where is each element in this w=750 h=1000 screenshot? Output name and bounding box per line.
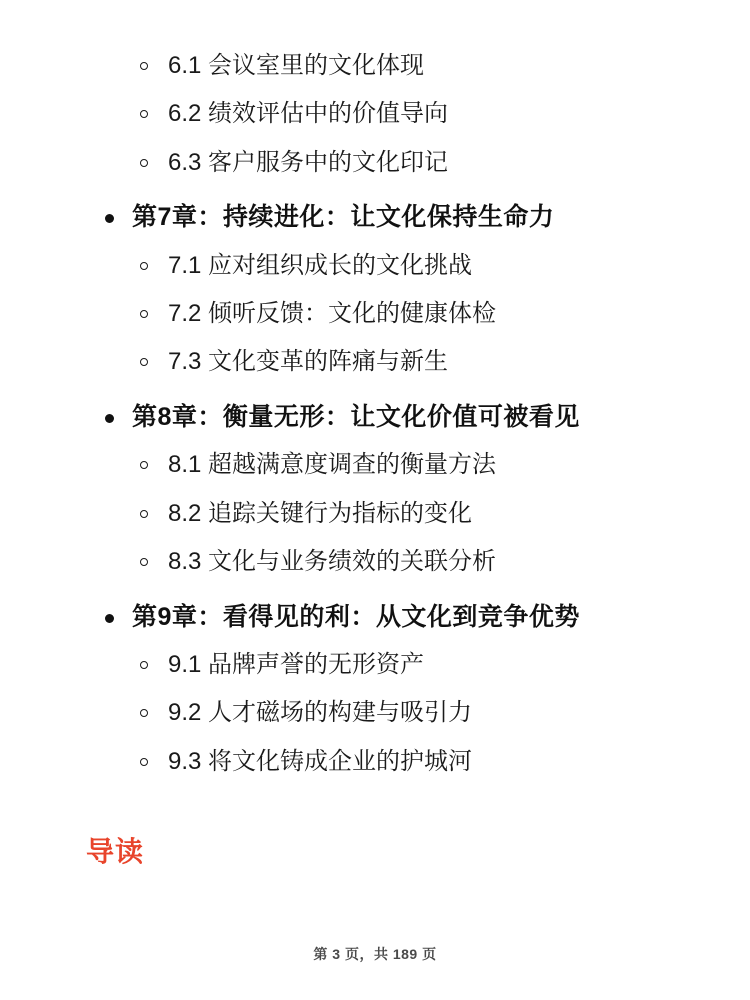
toc-group — [58, 50, 692, 179]
table-of-contents — [58, 50, 692, 778]
toc-chapter-item[interactable]: 第9章：看得见的利：从文化到竞争优势 — [132, 601, 692, 634]
toc-section-item[interactable]: 6.2 绩效评估中的价值导向 — [168, 98, 692, 130]
toc-section-item[interactable]: 6.1 会议室里的文化体现 — [168, 50, 692, 82]
toc-section-item[interactable]: 8.3 文化与业务绩效的关联分析 — [168, 546, 692, 578]
toc-section-item[interactable]: 9.2 人才磁场的构建与吸引力 — [168, 697, 692, 729]
page-footer: 第 3 页，共 189 页 — [313, 946, 437, 962]
toc-section-item[interactable]: 8.1 超越满意度调查的衡量方法 — [168, 449, 692, 481]
toc-chapter-item[interactable]: 第7章：持续进化：让文化保持生命力 — [132, 201, 692, 234]
toc-section-item[interactable]: 7.2 倾听反馈：文化的健康体检 — [168, 298, 692, 330]
section-heading: 导读 — [86, 836, 145, 868]
toc-group — [58, 401, 692, 579]
toc-chapter-item[interactable]: 第8章：衡量无形：让文化价值可被看见 — [132, 401, 692, 434]
toc-section-item[interactable]: 6.3 客户服务中的文化印记 — [168, 147, 692, 179]
toc-section-item[interactable]: 7.3 文化变革的阵痛与新生 — [168, 346, 692, 378]
toc-section-item[interactable]: 9.3 将文化铸成企业的护城河 — [168, 746, 692, 778]
toc-section-item[interactable]: 7.1 应对组织成长的文化挑战 — [168, 250, 692, 282]
toc-section-item[interactable]: 9.1 品牌声誉的无形资产 — [168, 649, 692, 681]
toc-section-item[interactable]: 8.2 追踪关键行为指标的变化 — [168, 498, 692, 530]
toc-group — [58, 601, 692, 779]
toc-group — [58, 201, 692, 379]
